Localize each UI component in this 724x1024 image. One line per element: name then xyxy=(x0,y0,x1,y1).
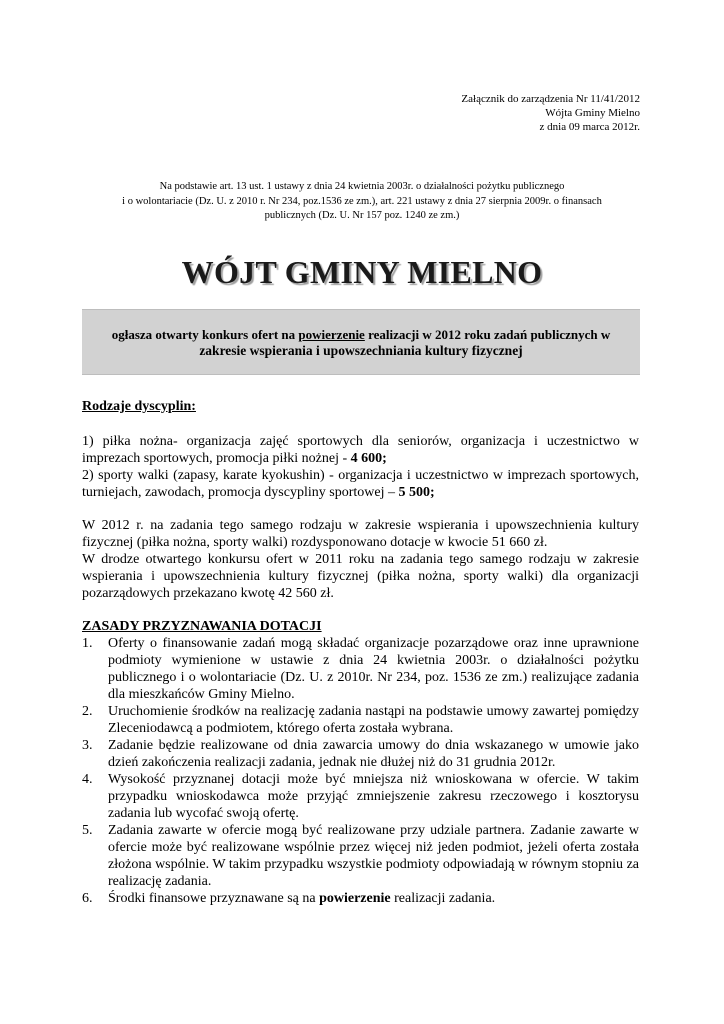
discipline-item-2-amount: 5 500; xyxy=(398,485,435,500)
attachment-line-2: Wójta Gminy Mielno xyxy=(545,107,640,119)
list-item-number: 2. xyxy=(82,704,93,719)
list-item-number: 4. xyxy=(82,772,93,787)
legal-basis-line-2: i o wolontariacie (Dz. U. z 2010 r. Nr 234, poz.1536 ze zm.), art. 221 ustawy z dnia 27 sierpnia 2009r. o finansach xyxy=(122,195,602,207)
list-item-number: 6. xyxy=(82,891,93,906)
attachment-line-3: z dnia 09 marca 2012r. xyxy=(539,121,640,133)
list-item-text: Wysokość przyznanej dotacji może być mniejsza niż wnioskowana w ofercie. W takim przypadku wnioskodawca może przyjąć zmniejszenie zakresu rzeczowego i kosztorysu zadania lub wycofać swoją ofertę. xyxy=(108,772,639,821)
attachment-line-1: Załącznik do zarządzenia Nr 11/41/2012 xyxy=(461,93,640,105)
discipline-item-2-text: 2) sporty walki (zapasy, karate kyokushin) - organizacja i uczestnictwo w imprezach sportowych, turniejach, zawodach, promocja dyscypliny sportowej – xyxy=(82,468,639,500)
attachment-note xyxy=(340,92,640,134)
banner-text-b: realizacji w 2012 roku zadań publicznych w xyxy=(364,327,611,342)
info-paragraph-2: W drodze otwartego konkursu ofert w 2011 roku na zadania tego samego rodzaju w zakresie wspierania i upowszechnienia kultury fizycznej (piłka nożna, sporty walki) dla organizacji pozarządowych przekazano kwotę 42 560 zł. xyxy=(82,552,639,601)
list-item-number: 1. xyxy=(82,636,93,651)
disciplines-heading: Rodzaje dyscyplin: xyxy=(82,399,196,414)
banner-line-1 xyxy=(82,327,640,343)
rules-heading: ZASADY PRZYZNAWANIA DOTACJI xyxy=(82,619,322,634)
list-item xyxy=(82,703,639,737)
list-item-text-a: Środki finansowe przyznawane są na xyxy=(108,891,320,906)
banner-underlined-word: powierzenie xyxy=(298,327,365,342)
info-paragraph-1: W 2012 r. na zadania tego samego rodzaju w zakresie wspierania i upowszechnienia kultury fizycznej (piłka nożna, sporty walki) rozdysponowano dotacje w kwocie 51 660 zł. xyxy=(82,518,639,550)
list-item-text-b: realizacji zadania. xyxy=(390,891,496,906)
list-item-number: 3. xyxy=(82,738,93,753)
legal-basis-line-1: Na podstawie art. 13 ust. 1 ustawy z dnia 24 kwietnia 2003r. o działalności pożytku publicznego xyxy=(159,181,565,192)
discipline-item-1-amount: 4 600; xyxy=(350,451,387,466)
list-item xyxy=(82,771,639,822)
discipline-item-1-text: 1) piłka nożna- organizacja zajęć sportowych dla seniorów, organizacja i uczestnictwo w imprezach sportowych, promocja piłki nożnej - xyxy=(82,434,639,466)
legal-basis-line-3: publicznych (Dz. U. Nr 157 poz. 1240 ze zm.) xyxy=(264,210,460,221)
discipline-item-1 xyxy=(82,433,639,467)
list-item-text: Uruchomienie środków na realizację zadania nastąpi na podstawie umowy zawartej pomiędzy Zleceniodawcą a podmiotem, którego oferta została wybrana. xyxy=(108,704,639,736)
discipline-item-2 xyxy=(82,467,639,501)
document-body xyxy=(82,398,639,907)
list-item-text: Zadanie będzie realizowane od dnia zawarcia umowy do dnia wskazanego w umowie jako dzień zakończenia realizacji zadania, jednak nie dłużej niż do 31 grudnia 2012r. xyxy=(108,738,639,770)
banner-text-a: ogłasza otwarty konkurs ofert na xyxy=(111,327,299,342)
list-item-text: Zadania zawarte w ofercie mogą być realizowane przy udziale partnera. Zadanie zawarte w ofercie może być realizowane wspólnie przez więcej niż jeden podmiot, jeżeli oferta została złożona wspólnie. W takim przypadku wszystkie podmioty odpowiadają w równym stopniu za realizację zadania. xyxy=(108,823,639,889)
list-item-bold-word: powierzenie xyxy=(319,891,391,906)
legal-basis xyxy=(100,180,624,224)
page-title: WÓJT GMINY MIELNO xyxy=(181,254,543,290)
list-item xyxy=(82,890,639,907)
banner-line-2: zakresie wspierania i upowszechniania kultury fizycznej xyxy=(199,343,523,358)
rules-list xyxy=(82,635,639,907)
list-item xyxy=(82,737,639,771)
list-item-text: Oferty o finansowanie zadań mogą składać organizacje pozarządowe oraz inne uprawnione podmioty wymienione w ustawie z dnia 24 kwietnia 2003r. o działalności pożytku publicznego i o wolontariacie (Dz. U. z 2010r. Nr 234, poz. 1536 ze zm.) realizujące zadania dla mieszkańców Gminy Mielno. xyxy=(108,636,639,702)
announcement-banner xyxy=(82,309,640,375)
list-item-number: 5. xyxy=(82,823,93,838)
list-item xyxy=(82,822,639,890)
list-item xyxy=(82,635,639,703)
